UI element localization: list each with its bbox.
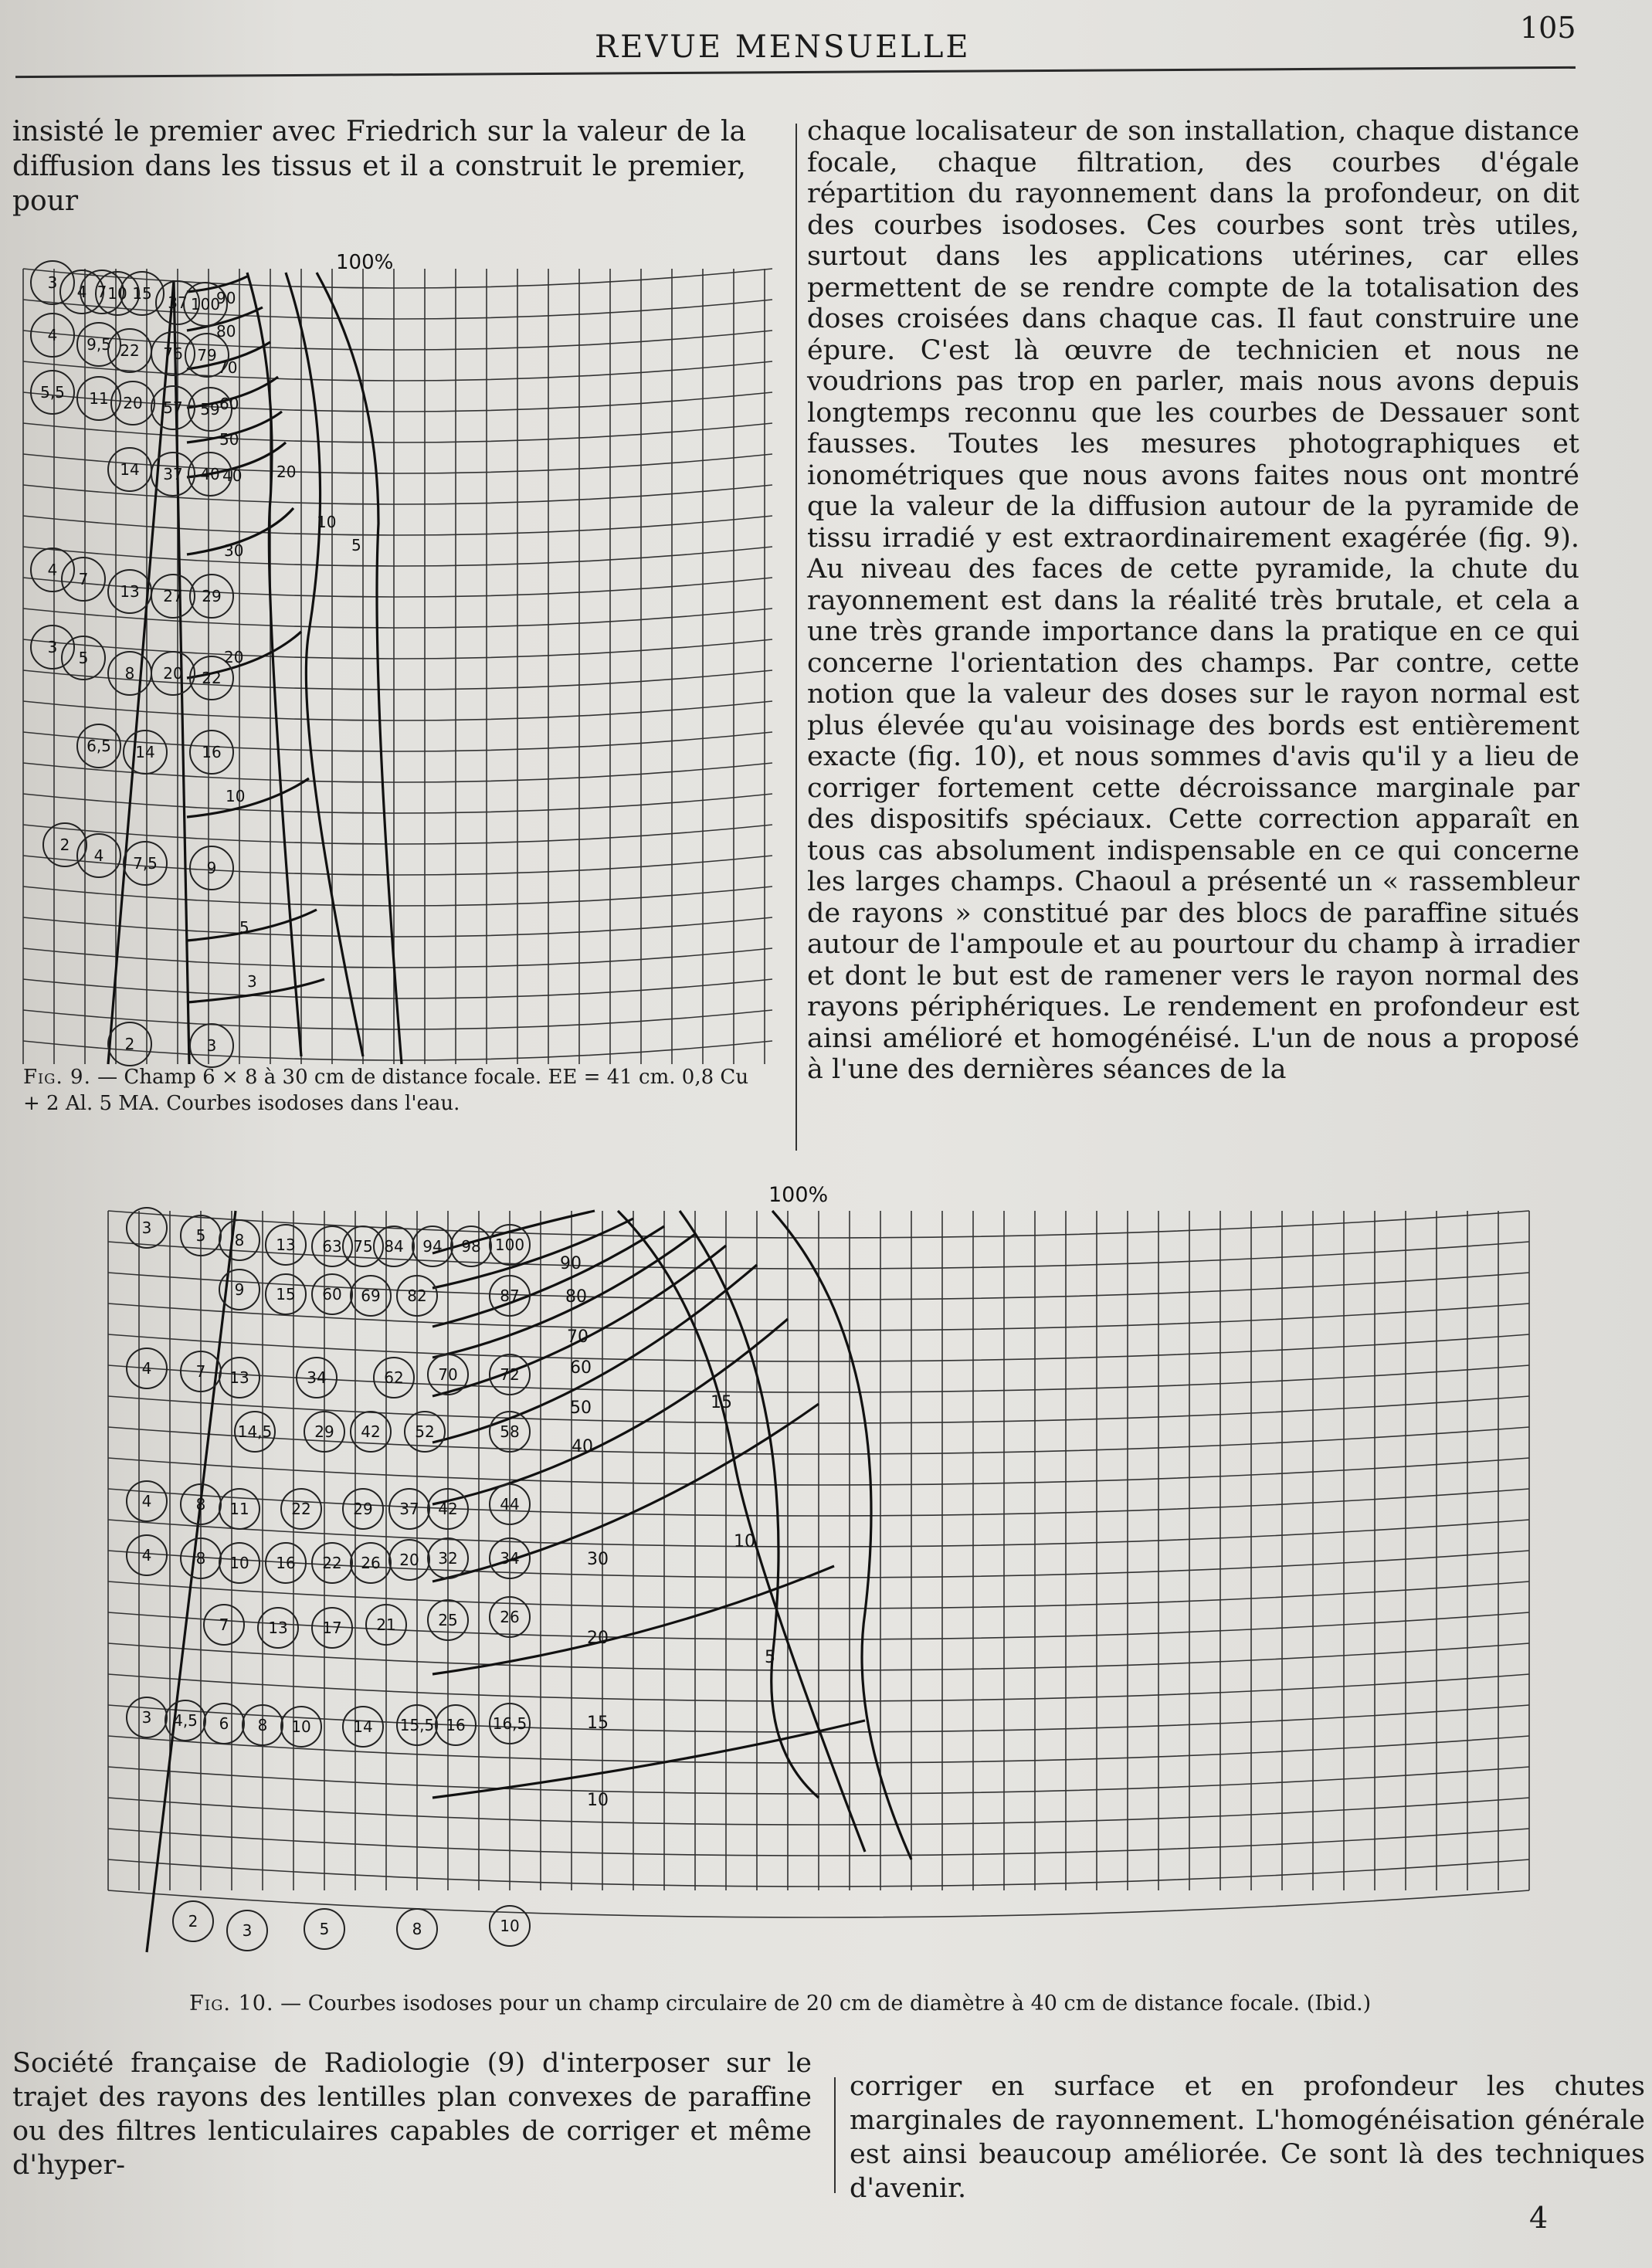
dose-value: 20 bbox=[123, 394, 143, 412]
dose-value: 5 bbox=[195, 1226, 206, 1245]
dose-value: 16,5 bbox=[492, 1714, 527, 1733]
dose-value: 10 bbox=[229, 1554, 249, 1572]
dose-circle bbox=[151, 575, 195, 618]
figure-10 bbox=[93, 1180, 1545, 1969]
dose-value: 16 bbox=[276, 1554, 296, 1572]
dose-circle bbox=[173, 1901, 213, 1941]
dose-circle bbox=[124, 731, 167, 774]
dose-value: 84 bbox=[384, 1237, 404, 1256]
dose-circle bbox=[258, 1608, 298, 1648]
isodose-label: 20 bbox=[587, 1629, 609, 1648]
dose-value: 8 bbox=[195, 1495, 206, 1514]
isodose-curve bbox=[147, 1211, 236, 1952]
isodose-label: 40 bbox=[222, 466, 243, 485]
dose-circle bbox=[190, 731, 233, 774]
dose-circle bbox=[31, 548, 74, 592]
bottom-left-column bbox=[12, 2046, 812, 2182]
dose-value: 4,5 bbox=[173, 1711, 198, 1730]
dose-circle bbox=[343, 1489, 383, 1529]
isodose-label: 10 bbox=[587, 1791, 609, 1810]
dose-value: 3 bbox=[242, 1921, 253, 1940]
dose-circle bbox=[190, 1024, 233, 1067]
dose-circle bbox=[108, 570, 151, 613]
dose-value: 7 bbox=[78, 570, 89, 588]
dose-value: 57 bbox=[163, 398, 183, 417]
dose-circle bbox=[127, 1481, 167, 1521]
running-header: REVUE MENSUELLE bbox=[595, 29, 971, 65]
dose-circle bbox=[124, 842, 167, 885]
dose-circle bbox=[351, 1412, 391, 1452]
dose-circle bbox=[351, 1276, 391, 1316]
figure-9 bbox=[15, 246, 788, 1092]
grid-line bbox=[23, 979, 772, 998]
dose-value: 13 bbox=[229, 1368, 249, 1387]
dose-value: 8 bbox=[195, 1549, 206, 1568]
dose-value: 6,5 bbox=[87, 737, 111, 755]
dose-value: 40 bbox=[200, 465, 220, 483]
isodose-label: 80 bbox=[565, 1287, 587, 1307]
figure-10-caption-label: Fig. 10. bbox=[189, 1992, 274, 2015]
dose-value: 34 bbox=[500, 1549, 520, 1568]
dose-circle bbox=[389, 1540, 429, 1580]
dose-value: 26 bbox=[500, 1608, 520, 1626]
figure-10-caption-text: — Courbes isodoses pour un champ circulaire de 20 cm de diamètre à 40 cm de distance focale. (Ibid.) bbox=[280, 1992, 1372, 2015]
isodose-curve bbox=[187, 910, 317, 941]
figure-10-caption bbox=[189, 1991, 1572, 2017]
grid-line bbox=[23, 485, 772, 504]
dose-circle bbox=[108, 448, 151, 491]
signature-mark: 4 bbox=[1529, 2201, 1549, 2235]
column-rule-top bbox=[795, 124, 797, 1151]
dose-circle bbox=[108, 1022, 151, 1066]
isodose-label: 15 bbox=[587, 1714, 609, 1733]
grid-line bbox=[23, 670, 772, 690]
dose-circle bbox=[266, 1225, 306, 1265]
dose-value: 100 bbox=[190, 295, 221, 314]
dose-value: 2 bbox=[59, 836, 70, 854]
isodose-curve bbox=[618, 1211, 865, 1852]
paragraph-top-left: insisté le premier avec Friedrich sur la valeur de la diffusion dans les tissus et il a construit le premier, pour bbox=[12, 116, 746, 217]
dose-circle bbox=[190, 846, 233, 890]
dose-value: 2 bbox=[124, 1035, 135, 1053]
dose-circle bbox=[108, 329, 151, 372]
dose-value: 60 bbox=[322, 1285, 342, 1304]
grid-line bbox=[23, 516, 772, 535]
dose-value: 10 bbox=[291, 1717, 311, 1736]
dose-value: 42 bbox=[361, 1422, 381, 1441]
isodose-label: 10 bbox=[734, 1532, 755, 1551]
dose-value: 25 bbox=[438, 1611, 458, 1629]
dose-circle bbox=[31, 625, 74, 669]
dose-value: 20 bbox=[399, 1551, 419, 1569]
isodose-label: 60 bbox=[219, 395, 239, 413]
isodose-label: 60 bbox=[570, 1358, 592, 1378]
figure-9-caption-text: — Champ 6 × 8 à 30 cm de distance focale. EE = 41 cm. 0,8 Cu + 2 Al. 5 MA. Courbes isodoses dans l'eau. bbox=[23, 1066, 749, 1115]
dose-value: 14 bbox=[353, 1717, 373, 1736]
dose-value: 4 bbox=[76, 283, 87, 301]
dose-value: 100 bbox=[494, 1236, 525, 1254]
dose-circle bbox=[235, 1412, 275, 1452]
isodose-curve bbox=[286, 273, 363, 1056]
dose-circle bbox=[374, 1226, 414, 1266]
dose-value: 9 bbox=[234, 1280, 245, 1299]
dose-value: 2 bbox=[188, 1912, 198, 1931]
dose-circle bbox=[62, 636, 105, 680]
dose-value: 22 bbox=[202, 669, 222, 687]
dose-value: 11 bbox=[229, 1500, 249, 1518]
isodose-label: 20 bbox=[224, 648, 244, 666]
dose-value: 22 bbox=[291, 1500, 311, 1518]
dose-circle bbox=[219, 1220, 260, 1260]
grid-line bbox=[23, 763, 772, 782]
paragraph-bottom-right: corriger en surface et en profondeur les chutes marginales de rayonnement. L'homogénéisation générale est ainsi beaucoup améliorée. Ce sont là des techniques d'avenir. bbox=[850, 2071, 1645, 2204]
dose-value: 59 bbox=[200, 400, 220, 419]
dose-value: 16 bbox=[202, 743, 222, 761]
grid-line bbox=[23, 547, 772, 566]
dose-value: 52 bbox=[415, 1422, 435, 1441]
dose-value: 29 bbox=[314, 1422, 334, 1441]
grid-line bbox=[23, 917, 772, 937]
dose-circle bbox=[374, 1358, 414, 1398]
grid-line bbox=[23, 423, 772, 442]
dose-value: 15 bbox=[276, 1285, 296, 1304]
dose-circle bbox=[151, 652, 195, 695]
dose-circle bbox=[77, 323, 120, 366]
dose-value: 3 bbox=[47, 273, 58, 292]
dose-value: 26 bbox=[361, 1554, 381, 1572]
top-left-column bbox=[12, 114, 746, 219]
dose-circle bbox=[31, 261, 74, 304]
isodose-label: 80 bbox=[216, 322, 236, 341]
grid-line bbox=[23, 609, 772, 628]
dose-value: 69 bbox=[361, 1287, 381, 1305]
dose-circle bbox=[127, 1535, 167, 1575]
dose-value: 37 bbox=[168, 293, 188, 312]
dose-value: 7 bbox=[97, 283, 107, 301]
dose-value: 15 bbox=[132, 284, 152, 303]
dose-value: 32 bbox=[438, 1549, 458, 1568]
dose-value: 58 bbox=[500, 1422, 520, 1441]
paragraph-top-right: chaque localisateur de son installation, chaque distance focale, chaque filtration, des courbes d'égale répartition du rayonnement dans la profondeur, on dit des courbes isodoses. Ces courbes sont très utiles, surtout dans les applications utérines, car elles permettent de se rendre compte de la totalisation des doses croisées dans chaque cas. Il faut construire une épure. C'est là œuvre de technicien et nous ne voudrions pas trop en parler, mais nous avons depuis longtemps reconnu que les courbes de Dessauer sont fausses. Toutes les mesures photographiques et ionométriques que nous avons faites nous ont montré que la valeur de la diffusion autour de la pyramide de tissu irradié y est extraordinairement exagérée (fig. 9). Au niveau des faces de cette pyramide, la chute du rayonnement est dans la réalité très brutale, et cela a une très grande importance dans la pratique en ce qui concerne l'orientation des champs. Par contre, cette notion que la valeur des doses sur le rayon normal est plus élevée qu'au voisinage des bords est entièrement exacte (fig. 10), et nous sommes d'avis qu'il y a lieu de corriger fortement cette décroissance marginale par des dispositifs spéciaux. Cette correction apparaît en tous cas absolument indispensable en ce qui concerne les larges champs. Chaoul a présenté un « rassembleur de rayons » constitué par des blocs de paraffine situés autour de l'ampoule et au pourtour du champ à irradier et dont le but est de ramener vers le rayon normal des rayons périphériques. Le rendement en profondeur est ainsi amélioré et homogénéisé. L'un de nous a proposé à l'une des dernières séances de la bbox=[807, 116, 1579, 1085]
dose-value: 21 bbox=[376, 1615, 396, 1634]
dose-value: 3 bbox=[141, 1708, 152, 1727]
figure-9-caption bbox=[23, 1064, 765, 1117]
dose-value: 79 bbox=[197, 346, 217, 364]
dose-value: 4 bbox=[47, 561, 58, 579]
isodose-label: 15 bbox=[711, 1393, 732, 1412]
isodose-label: 30 bbox=[587, 1550, 609, 1569]
dose-value: 75 bbox=[353, 1237, 373, 1256]
dose-value: 42 bbox=[438, 1500, 458, 1518]
grid-line bbox=[23, 948, 772, 968]
dose-value: 6 bbox=[219, 1714, 229, 1733]
dose-circle bbox=[108, 652, 151, 695]
dose-value: 62 bbox=[384, 1368, 404, 1387]
dose-circle bbox=[281, 1489, 321, 1529]
dose-circle bbox=[351, 1543, 391, 1583]
isodose-label: 5 bbox=[239, 918, 249, 937]
column-rule-bottom bbox=[834, 2077, 836, 2193]
dose-value: 10 bbox=[500, 1917, 520, 1935]
isodose-label: 50 bbox=[219, 430, 239, 449]
dose-value: 4 bbox=[141, 1492, 152, 1510]
dose-circle bbox=[343, 1707, 383, 1747]
dose-circle bbox=[151, 332, 195, 375]
dose-circle bbox=[389, 1489, 429, 1529]
dose-value: 14 bbox=[120, 460, 140, 479]
dose-value: 13 bbox=[120, 582, 140, 601]
dose-value: 94 bbox=[422, 1237, 443, 1256]
grid-line bbox=[23, 639, 772, 659]
dose-circle bbox=[127, 1348, 167, 1388]
dose-circle bbox=[219, 1489, 260, 1529]
dose-circle bbox=[266, 1274, 306, 1314]
figure-10-isodose-chart bbox=[93, 1180, 1545, 1966]
isodose-curve bbox=[433, 1319, 788, 1504]
dose-circle bbox=[165, 1700, 205, 1741]
dose-value: 8 bbox=[257, 1716, 268, 1734]
dose-circle bbox=[204, 1704, 244, 1744]
dose-value: 22 bbox=[120, 341, 140, 360]
dose-circle bbox=[312, 1226, 352, 1266]
dose-value: 82 bbox=[407, 1287, 427, 1305]
dose-value: 20 bbox=[163, 664, 183, 683]
dose-value: 14,5 bbox=[237, 1422, 273, 1441]
isodose-label: 10 bbox=[317, 513, 337, 531]
dose-value: 72 bbox=[500, 1365, 520, 1384]
dose-circle bbox=[204, 1605, 244, 1645]
grid-line bbox=[23, 701, 772, 720]
dose-value: 87 bbox=[500, 1287, 520, 1305]
dose-circle bbox=[304, 1909, 344, 1949]
dose-value: 34 bbox=[307, 1368, 327, 1387]
dose-value: 4 bbox=[141, 1359, 152, 1378]
dose-value: 13 bbox=[268, 1619, 288, 1637]
dose-value: 7 bbox=[195, 1362, 206, 1381]
top-right-column bbox=[807, 116, 1579, 1086]
dose-value: 3 bbox=[206, 1036, 217, 1055]
dose-value: 76 bbox=[163, 344, 183, 363]
dose-circle bbox=[127, 1697, 167, 1737]
dose-value: 4 bbox=[141, 1546, 152, 1565]
dose-circle bbox=[31, 371, 74, 414]
dose-value: 13 bbox=[276, 1236, 296, 1254]
isodose-label: 70 bbox=[218, 358, 238, 377]
dose-circle bbox=[312, 1274, 352, 1314]
grid-line bbox=[23, 1041, 772, 1060]
isodose-label: 5 bbox=[351, 536, 361, 554]
grid-line bbox=[23, 825, 772, 844]
figure-9-caption-label: Fig. 9. bbox=[23, 1066, 91, 1089]
dose-value: 8 bbox=[412, 1920, 422, 1938]
figure-9-isodose-chart bbox=[15, 246, 788, 1089]
dose-value: 5 bbox=[78, 649, 89, 667]
dose-circle bbox=[219, 1358, 260, 1398]
dose-circle bbox=[281, 1707, 321, 1747]
dose-value: 98 bbox=[461, 1237, 481, 1256]
dose-circle bbox=[77, 724, 120, 768]
grid-line bbox=[23, 887, 772, 906]
dose-value: 9,5 bbox=[87, 335, 111, 354]
dose-value: 29 bbox=[353, 1500, 373, 1518]
dose-value: 8 bbox=[234, 1231, 245, 1249]
dose-value: 4 bbox=[93, 846, 104, 865]
dose-circle bbox=[190, 575, 233, 618]
dose-value: 37 bbox=[163, 465, 183, 483]
isodose-curve bbox=[433, 1265, 757, 1443]
dose-circle bbox=[397, 1909, 437, 1949]
dose-value: 29 bbox=[202, 587, 222, 605]
dose-value: 44 bbox=[500, 1495, 520, 1514]
dose-value: 16 bbox=[446, 1716, 466, 1734]
dose-value: 22 bbox=[322, 1554, 342, 1572]
dose-value: 10 bbox=[107, 284, 127, 303]
dose-value: 9 bbox=[206, 859, 217, 877]
isodose-label: 3 bbox=[247, 972, 257, 991]
isodose-label: 10 bbox=[226, 787, 246, 805]
isodose-label: 90 bbox=[560, 1254, 582, 1273]
isodose-label: 50 bbox=[570, 1398, 592, 1418]
dose-value: 63 bbox=[322, 1237, 342, 1256]
dose-value: 8 bbox=[124, 664, 135, 683]
dose-value: 7 bbox=[219, 1615, 229, 1634]
header-rule bbox=[15, 66, 1576, 78]
dose-value: 70 bbox=[438, 1365, 458, 1384]
dose-value: 5 bbox=[319, 1920, 330, 1938]
dose-circle bbox=[227, 1910, 267, 1951]
dose-value: 4 bbox=[47, 326, 58, 344]
figure-9-top-label: 100% bbox=[336, 251, 394, 274]
dose-value: 14 bbox=[135, 743, 155, 761]
dose-value: 27 bbox=[163, 587, 183, 605]
isodose-label: 40 bbox=[572, 1437, 593, 1456]
dose-value: 3 bbox=[141, 1219, 152, 1237]
isodose-curve bbox=[317, 273, 402, 1064]
isodose-label: 70 bbox=[567, 1327, 589, 1347]
dose-circle bbox=[62, 558, 105, 601]
dose-value: 37 bbox=[399, 1500, 419, 1518]
dose-circle bbox=[312, 1543, 352, 1583]
isodose-label: 5 bbox=[765, 1648, 775, 1667]
grid-line bbox=[23, 794, 772, 813]
dose-value: 5,5 bbox=[40, 383, 65, 402]
grid-line bbox=[108, 1890, 1529, 1917]
page-number: 105 bbox=[1520, 11, 1576, 45]
isodose-label: 30 bbox=[224, 541, 244, 560]
dose-circle bbox=[343, 1226, 383, 1266]
figure-10-top-label: 100% bbox=[768, 1183, 829, 1207]
isodose-label: 20 bbox=[276, 463, 297, 481]
dose-value: 11 bbox=[89, 389, 109, 408]
dose-value: 17 bbox=[322, 1619, 342, 1637]
dose-circle bbox=[219, 1543, 260, 1583]
bottom-right-column bbox=[850, 2070, 1645, 2205]
dose-value: 15,5 bbox=[399, 1716, 435, 1734]
paragraph-bottom-left: Société française de Radiologie (9) d'interposer sur le trajet des rayons des lentilles plan convexes de paraffine ou des filtres lenticulaires capables de corriger et même d'hyper- bbox=[12, 2048, 812, 2181]
dose-value: 3 bbox=[47, 638, 58, 656]
isodose-label: 90 bbox=[216, 289, 236, 307]
dose-value: 7,5 bbox=[133, 854, 158, 873]
